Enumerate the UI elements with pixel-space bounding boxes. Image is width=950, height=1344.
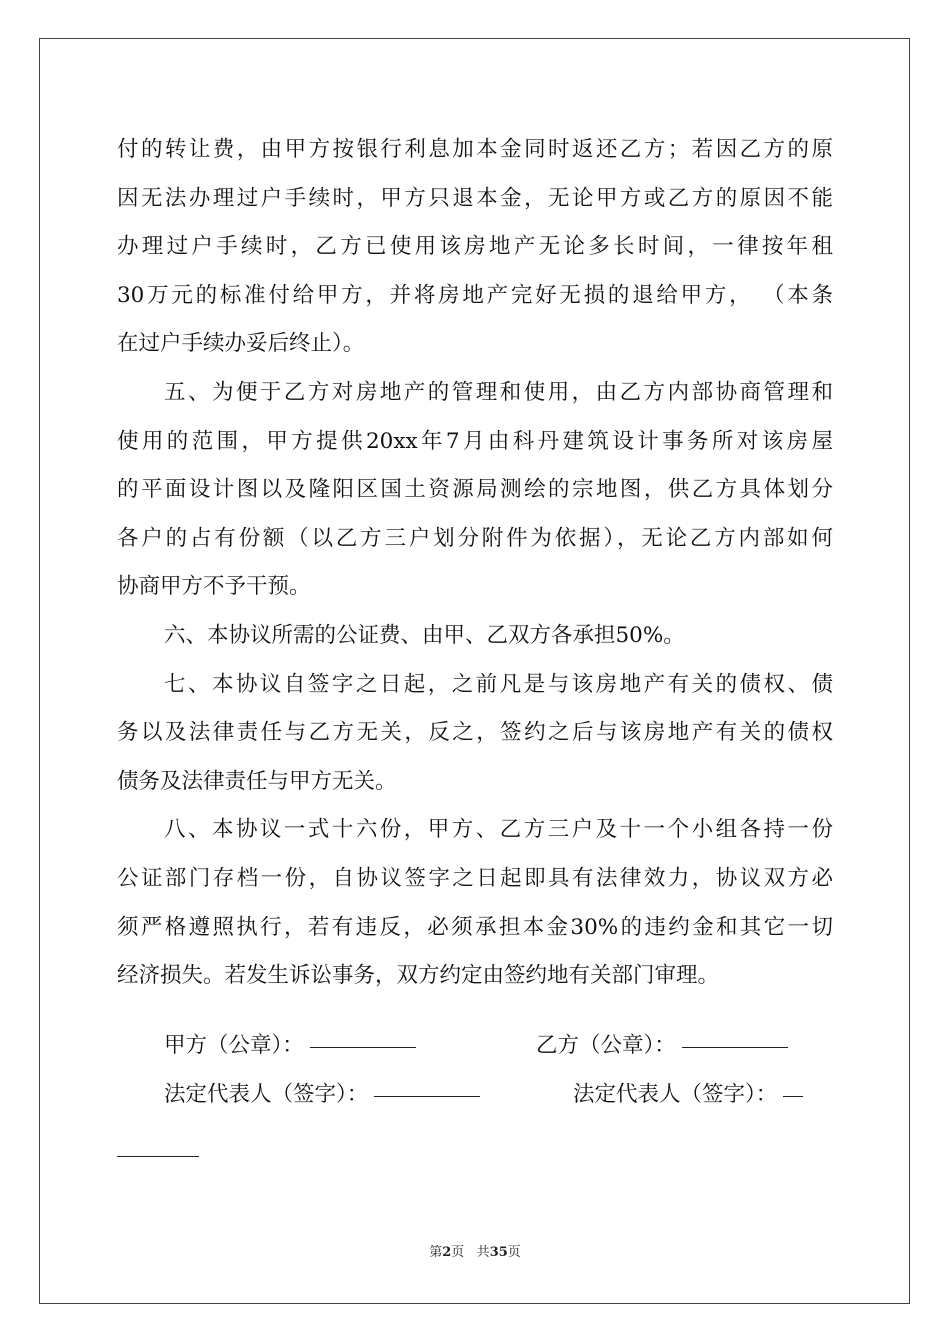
party-b-seal-blank xyxy=(682,1046,788,1048)
footer-total-pages: 35 xyxy=(489,1245,508,1260)
paragraph-line: 付的转让费，由甲方按银行利息加本金同时返还乙方；若因乙方的原 xyxy=(117,137,833,162)
party-b-rep-blank xyxy=(783,1095,803,1097)
party-a-seal-line xyxy=(164,1031,416,1061)
paragraph-line: 须严格遵照执行，若有违反，必须承担本金30%的违约金和其它一切 xyxy=(117,914,833,940)
party-b-rep-label: 法定代表人（签字）： xyxy=(573,1082,778,1107)
paragraph-line: 债务及法律责任与甲方无关。 xyxy=(117,768,397,794)
footer-total-suffix: 页 xyxy=(507,1245,521,1260)
footer-total-prefix: 共 xyxy=(476,1245,490,1260)
paragraph-line: 在过户手续办妥后终止）。 xyxy=(117,331,365,357)
paragraph-line: 的平面设计图以及隆阳区国土资源局测绘的宗地图，供乙方具体划分 xyxy=(117,477,833,503)
paragraph-line: 因无法办理过户手续时，甲方只退本金，无论甲方或乙方的原因不能 xyxy=(117,185,833,211)
party-a-seal-label: 甲方（公章）： xyxy=(164,1033,304,1058)
document-body xyxy=(117,126,833,1001)
footer-page-suffix: 页 xyxy=(451,1245,465,1260)
party-a-seal-blank xyxy=(310,1046,416,1048)
party-b-rep-line xyxy=(573,1080,803,1110)
party-a-rep-label: 法定代表人（签字）： xyxy=(164,1082,369,1107)
party-a-rep-blank xyxy=(374,1095,480,1097)
paragraph-line: 公证部门存档一份，自协议签字之日起即具有法律效力，协议双方必 xyxy=(117,865,833,891)
footer-page-number: 2 xyxy=(442,1245,452,1260)
page-footer xyxy=(0,1241,950,1260)
paragraph-line: 协商甲方不予干预。 xyxy=(117,574,311,600)
footer-page-prefix: 第 xyxy=(429,1245,443,1260)
party-b-seal-label: 乙方（公章）： xyxy=(536,1033,676,1058)
paragraph-line: 使用的范围，甲方提供20xx年7月由科丹建筑设计事务所对该房屋 xyxy=(117,428,833,454)
paragraph-line: 五、为便于乙方对房地产的管理和使用，由乙方内部协商管理和 xyxy=(164,379,833,405)
paragraph-line: 各户的占有份额（以乙方三户划分附件为依据），无论乙方内部如何 xyxy=(117,525,833,551)
paragraph-line: 七、本协议自签字之日起，之前凡是与该房地产有关的债权、债 xyxy=(164,671,833,697)
party-b-seal-line xyxy=(536,1031,788,1061)
paragraph-line: 办理过户手续时，乙方已使用该房地产无论多长时间，一律按年租 xyxy=(117,234,833,260)
paragraph-line: 务以及法律责任与乙方无关，反之，签约之后与该房地产有关的债权 xyxy=(117,720,833,746)
paragraph-line: 30万元的标准付给甲方，并将房地产完好无损的退给甲方， （本条 xyxy=(117,282,833,308)
party-a-rep-line xyxy=(164,1080,480,1110)
party-b-rep-blank-continuation xyxy=(117,1156,199,1157)
paragraph-line: 六、本协议所需的公证费、由甲、乙双方各承担50%。 xyxy=(164,622,685,648)
paragraph-line: 经济损失。若发生诉讼事务，双方约定由签约地有关部门审理。 xyxy=(117,963,720,989)
paragraph-line: 八、本协议一式十六份，甲方、乙方三户及十一个小组各持一份 xyxy=(164,817,833,843)
